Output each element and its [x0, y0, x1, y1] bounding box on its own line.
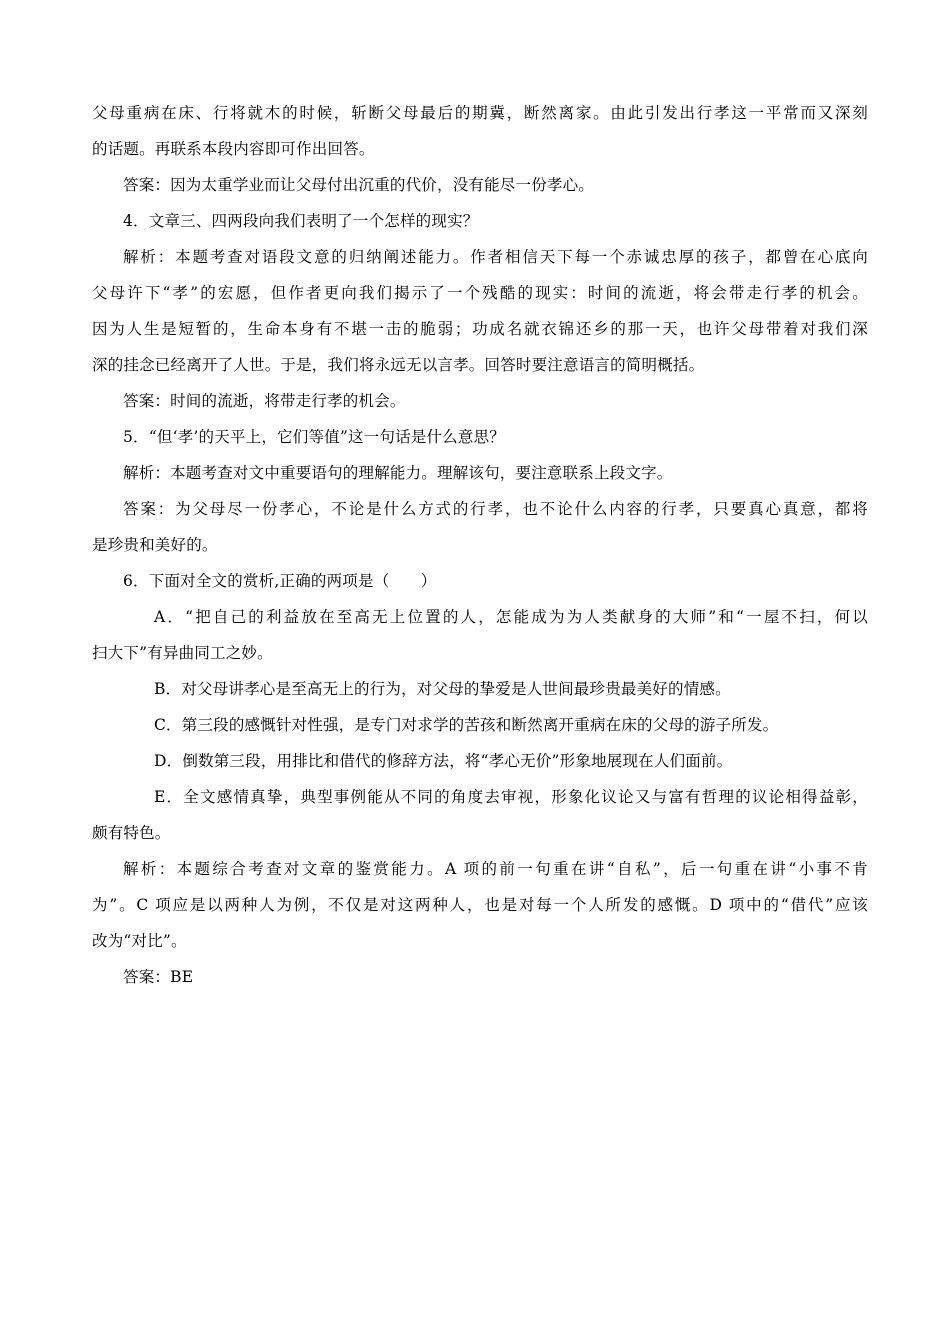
paragraph: [92, 707, 868, 743]
paragraph: [92, 383, 868, 419]
text-line: C．第三段的感慨针对性强，是专门对求学的苦孩和断然离开重病在床的父母的游子所发。: [154, 716, 779, 734]
text-line: 答案：因为太重学业而让父母付出沉重的代价，没有能尽一份孝心。: [123, 176, 595, 194]
text-line: 答案：BE: [123, 968, 194, 986]
text-line: 4．文章三、四两段向我们表明了一个怎样的现实？: [123, 212, 479, 230]
text-line: 解析：本题综合考查对文章的鉴赏能力。A 项的前一句重在讲“自私”，后一句重在讲“小事不肯: [123, 860, 868, 878]
text-line: 父母许下“孝”的宏愿，但作者更向我们揭示了一个残酷的现实：时间的流逝，将会带走行孝的机会。: [92, 284, 868, 302]
paragraph: [92, 455, 868, 491]
text-line: 解析：本题考查对文中重要语句的理解能力。理解该句，要注意联系上段文字。: [123, 464, 673, 482]
text-line: 答案：时间的流逝，将带走行孝的机会。: [123, 392, 406, 410]
text-line: 为”。C 项应是以两种人为例，不仅是对这两种人，也是对每一个人所发的感慨。D 项中的“借代”应该: [92, 896, 868, 914]
text-line: 5．“但‘孝’的天平上，它们等值”这一句话是什么意思？: [123, 428, 505, 446]
paragraph: [92, 491, 868, 563]
text-line: E．全文感情真挚，典型事例能从不同的角度去审视，形象化议论又与富有哲理的议论相得益彰，: [154, 788, 868, 806]
text-line: 解析：本题考查对语段文意的归纳阐述能力。作者相信天下每一个赤诚忠厚的孩子，都曾在心底向: [123, 248, 868, 266]
text-line: B．对父母讲孝心是至高无上的行为，对父母的挚爱是人世间最珍贵最美好的情感。: [154, 680, 731, 698]
text-line: A．“把自己的利益放在至高无上位置的人，怎能成为为人类献身的大师”和“一屋不扫，何以: [154, 608, 868, 626]
text-line: 因为人生是短暂的，生命本身有不堪一击的脆弱；功成名就衣锦还乡的那一天，也许父母带着对我们深: [92, 320, 868, 338]
paragraph: [92, 779, 868, 851]
paragraph: [92, 959, 868, 995]
text-line: 是珍贵和美好的。: [92, 536, 218, 554]
paragraph: [92, 599, 868, 671]
text-line: 父母重病在床、行将就木的时候，斩断父母最后的期冀，断然离家。由此引发出行孝这一平常而又深刻: [92, 104, 868, 122]
paragraph: [92, 851, 868, 959]
text-line: D．倒数第三段，用排比和借代的修辞方法，将“孝心无价”形象地展现在人们面前。: [154, 752, 733, 770]
text-line: 的话题。再联系本段内容即可作出回答。: [92, 140, 375, 158]
text-line: 改为“对比”。: [92, 932, 187, 950]
paragraph: [92, 743, 868, 779]
text-line: 6．下面对全文的赏析,正确的两项是（ ）: [123, 572, 437, 590]
paragraph: [92, 419, 868, 455]
paragraph: [92, 95, 868, 167]
text-line: 答案：为父母尽一份孝心，不论是什么方式的行孝，也不论什么内容的行孝，只要真心真意，都将: [123, 500, 868, 518]
paragraph: [92, 167, 868, 203]
paragraph: [92, 563, 868, 599]
paragraph: [92, 671, 868, 707]
document-page: [92, 95, 868, 995]
text-line: 深的挂念已经离开了人世。于是，我们将永远无以言孝。回答时要注意语言的简明概括。: [92, 356, 705, 374]
paragraph: [92, 203, 868, 239]
text-line: 颇有特色。: [92, 824, 171, 842]
text-line: 扫大下”有异曲同工之妙。: [92, 644, 273, 662]
paragraph: [92, 239, 868, 383]
